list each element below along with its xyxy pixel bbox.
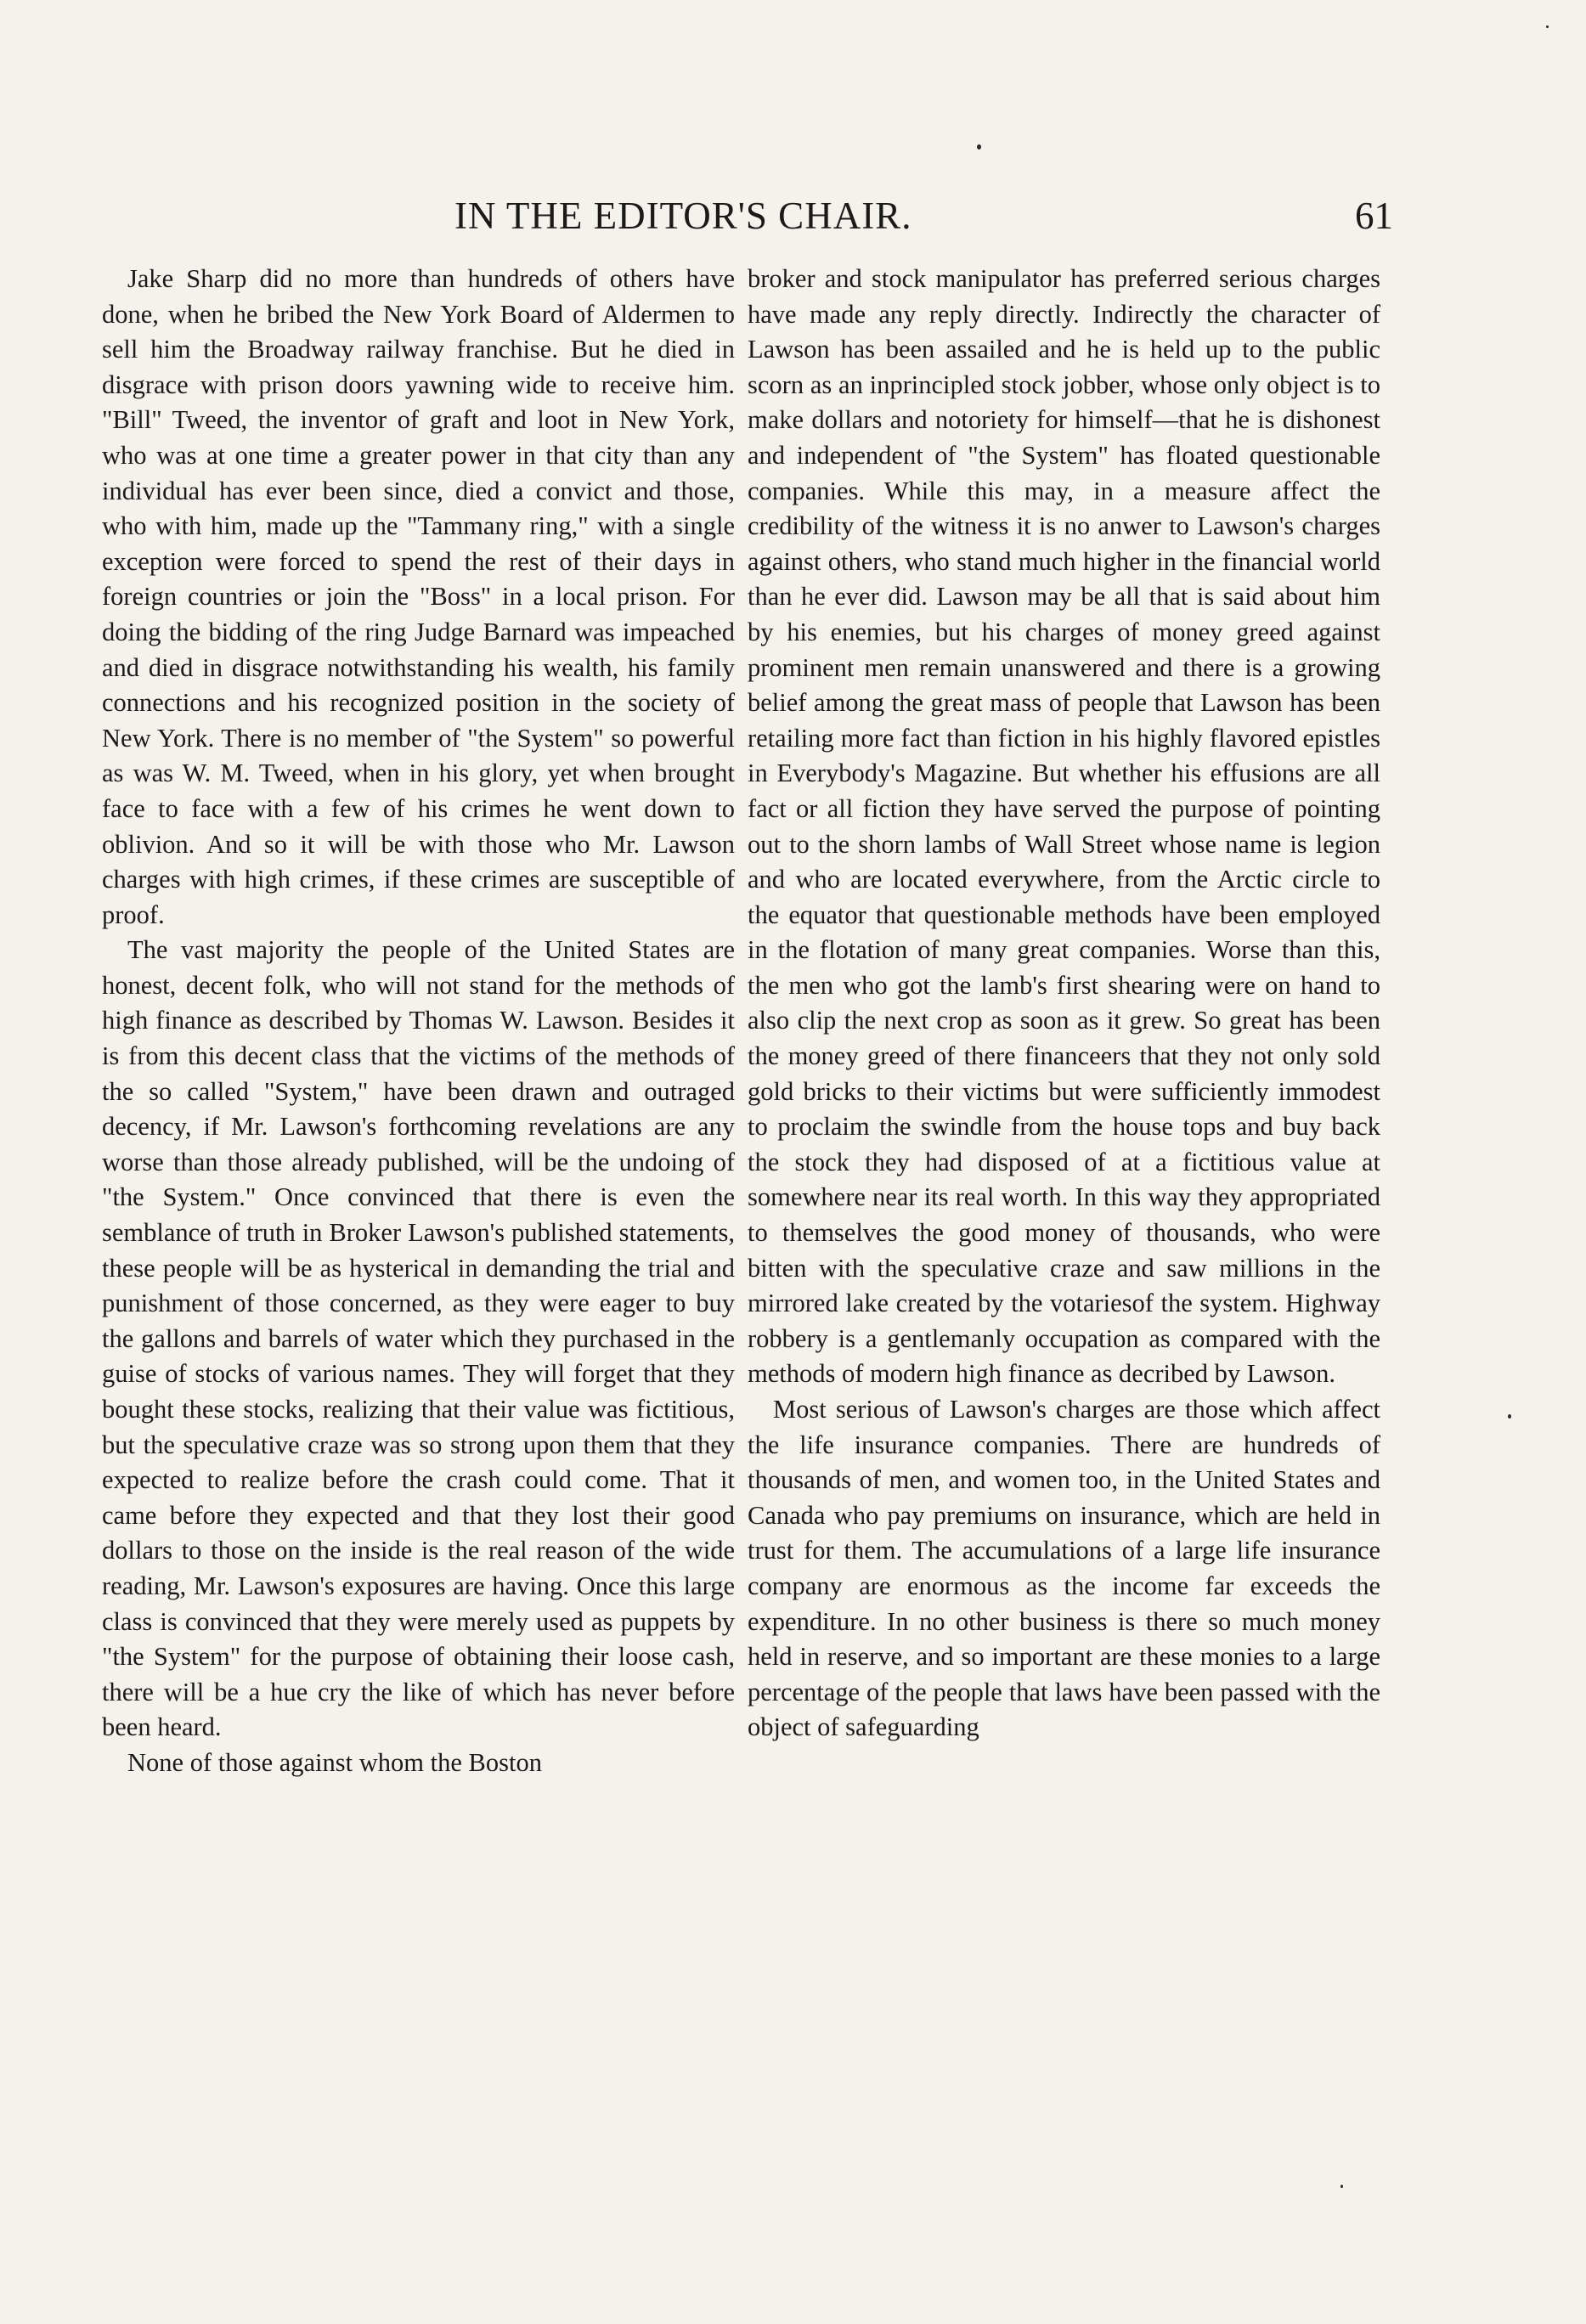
right-column [748,262,1380,1746]
scan-speck [1546,25,1549,28]
left-column [102,262,735,1781]
scan-speck [977,144,981,149]
page-number: 61 [1355,195,1393,237]
paragraph-vast-majority: The vast majority the people of the United States are honest, decent folk, who will not stand for the methods of high finance as described by Thomas W. Lawson. Besides it is from this decent class that the victims of the methods of the so called "System," have been drawn and outraged decency, if Mr. Lawson's forthcoming revelations are any worse than those already published, will be the undoing of "the System." Once convinced that there is even the semblance of truth in Broker Lawson's published statements, these people will be as hysterical in demanding the trial and punishment of those concerned, as they were eager to buy the gallons and barrels of water which they purchased in the guise of stocks of various names. They will forget that they bought these stocks, realizing that their value was fictitious, but the speculative craze was so strong upon them that they expected to realize before the crash could come. That it came before they expected and that they lost their good dollars to those on the inside is the real reason of the wide reading, Mr. Lawson's exposures are having. Once this large class is convinced that they were merely used as puppets by "the System" for the purpose of obtaining their loose cash, there will be a hue cry the like of which has never before been heard. [102,935,735,1742]
paragraph-broker-continued: broker and stock manipulator has preferred serious charges have made any reply directly. Indirectly the character of Lawson has been assailed and he is held up to the public scorn as an inprincipled stock jobber, whose only object is to make dollars and notoriety for himself—that he is dishonest and independent of "the System" has floated questionable companies. While this may, in a measure affect the credibility of the witness it is no anwer to Lawson's charges against others, who stand much higher in the financial world than he ever did. Lawson may be all that is said about him by his enemies, but his charges of money greed against prominent men remain unanswered and there is a growing belief among the great mass of people that Lawson has been retailing more fact than fiction in his highly flavored epistles in Everybody's Magazine. But whether his effusions are all fact or all fiction they have served the purpose of pointing out to the shorn lambs of Wall Street whose name is legion and who are located everywhere, from the Arctic circle to the equator that questionable methods have been employed in the flotation of many great companies. Worse than this, the men who got the lamb's first shearing were on hand to also clip the next crop as soon as it grew. So great has been the money greed of there financeers that they not only sold gold bricks to their victims but were sufficiently immodest to proclaim the swindle from the house tops and buy back the stock they had disposed of at a fictitious value at somewhere near its real worth. In this way they appropriated to themselves the good money of thousands, who were bitten with the speculative craze and saw millions in the mirrored lake created by the votariesof the system. Highway robbery is a gentlemanly occupation as compared with the methods of modern high finance as decribed by Lawson. [748,264,1380,1389]
paragraph-most-serious: Most serious of Lawson's charges are those which affect the life insurance companies. There are hundreds of thousands of men, and women too, in the United States and Canada who pay premiums on insurance, which are held in trust for them. The accumulations of a large life insurance company are enormous as the income far exceeds the expenditure. In no other business is there so much money held in reserve, and so important are these monies to a large percentage of the people that laws have been passed with the object of safeguarding [748,1395,1380,1742]
scan-speck [1508,1414,1511,1419]
page-header [102,194,1393,253]
scan-speck [1340,2185,1343,2188]
paragraph-none-of-those: None of those against whom the Boston [127,1747,542,1777]
running-title: IN THE EDITOR'S CHAIR. [454,195,912,237]
paragraph-jake-sharp: Jake Sharp did no more than hundreds of others have done, when he bribed the New York Board of Aldermen to sell him the Broadway railway franchise. But he died in disgrace with prison doors yawning wide to receive him. "Bill" Tweed, the inventor of graft and loot in New York, who was at one time a greater power in that city than any individual has ever been since, died a convict and those, who with him, made up the "Tammany ring," with a single exception were forced to spend the rest of their days in foreign countries or join the "Boss" in a local prison. For doing the bidding of the ring Judge Barnard was impeached and died in disgrace notwithstanding his wealth, his family connections and his recognized position in the society of New York. There is no member of "the System" so powerful as was W. M. Tweed, when in his glory, yet when brought face to face with a few of his crimes he went down to oblivion. And so it will be with those who Mr. Lawson charges with high crimes, if these crimes are susceptible of proof. [102,264,735,929]
